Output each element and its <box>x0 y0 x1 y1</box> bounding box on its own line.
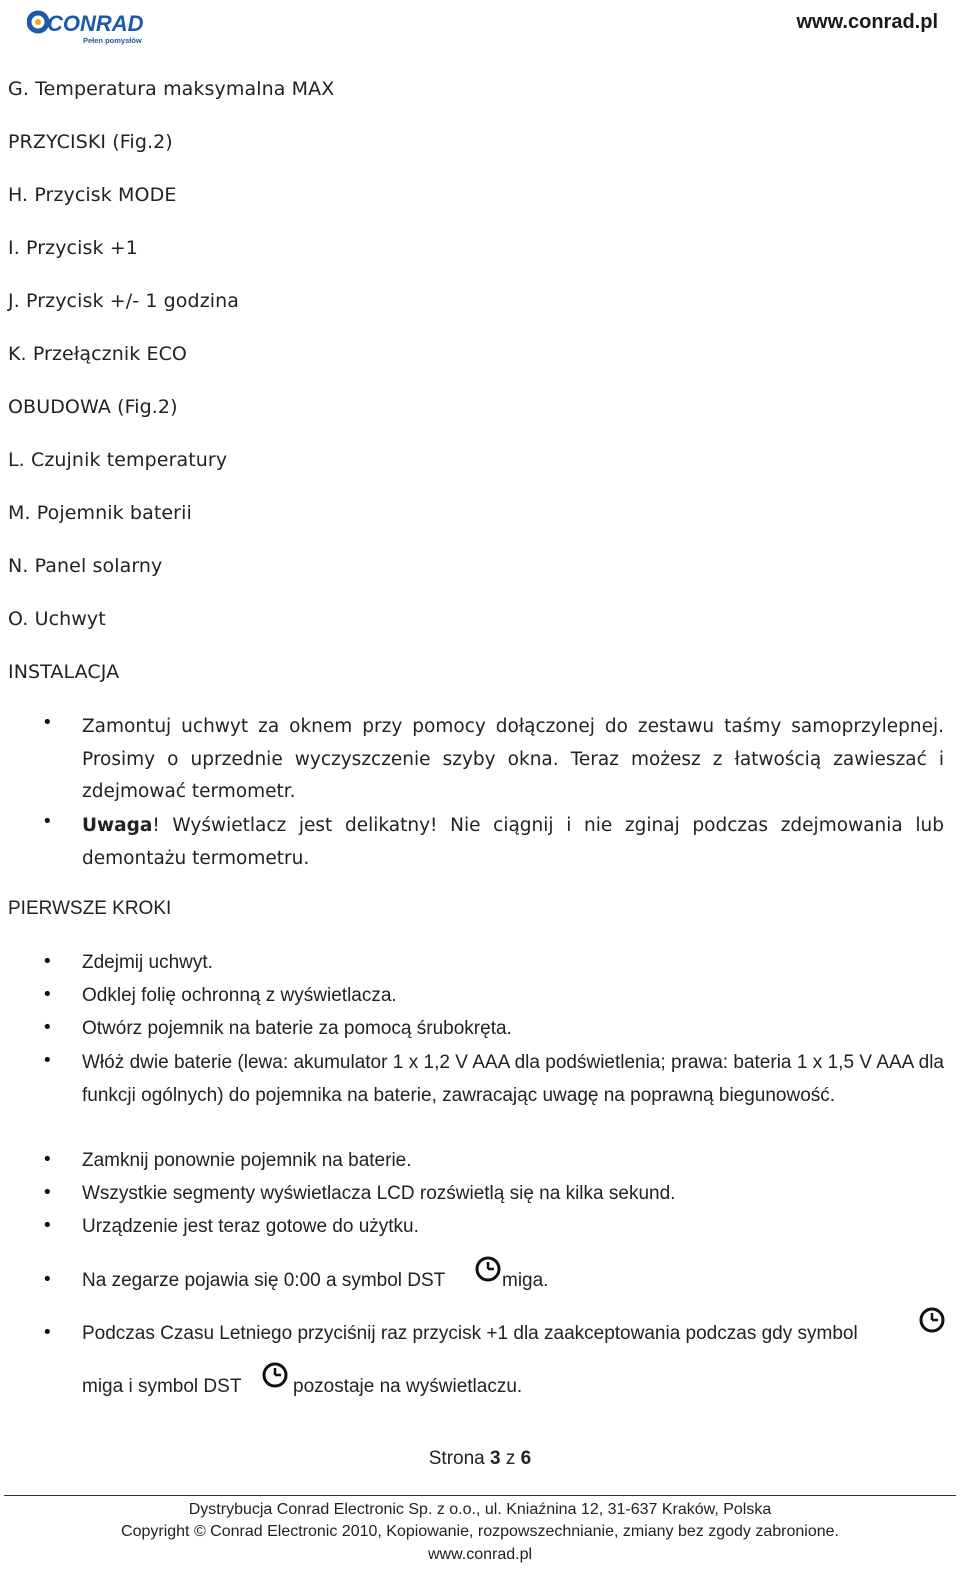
page-separator: z <box>505 1448 516 1469</box>
list-item: K. Przełącznik ECO <box>8 343 187 365</box>
step-item: Wszystkie segmenty wyświetlacza LCD rozświetlą się na kilka sekund. <box>82 1183 676 1204</box>
logo-tagline: Pełen pomysłów <box>83 36 142 45</box>
summer-time-text: Podczas Czasu Letniego przyciśnij raz przycisk +1 dla zaakceptowania podczas gdy symbol <box>82 1323 858 1344</box>
summer-time-text-2: miga i symbol DST <box>82 1376 242 1397</box>
step-item: Odklej folię ochronną z wyświetlacza. <box>82 985 397 1006</box>
bullet-marker: • <box>42 984 53 1005</box>
list-item: G. Temperatura maksymalna MAX <box>8 78 335 100</box>
footer-divider <box>4 1495 956 1496</box>
list-item: H. Przycisk MODE <box>8 184 177 206</box>
step-item: Zdejmij uchwyt. <box>82 952 213 973</box>
list-item: L. Czujnik temperatury <box>8 449 228 471</box>
list-item: O. Uchwyt <box>8 608 106 630</box>
page-number <box>0 1448 960 1470</box>
bullet-marker: • <box>42 1050 53 1071</box>
list-item: M. Pojemnik baterii <box>8 502 192 524</box>
bullet-marker: • <box>42 1322 53 1343</box>
bullet-marker: • <box>42 712 53 733</box>
step-item: Otwórz pojemnik na baterie za pomocą śrubokręta. <box>82 1018 512 1039</box>
list-item: N. Panel solarny <box>8 555 163 577</box>
bullet-marker: • <box>42 1215 53 1236</box>
installation-paragraph: Zamontuj uchwyt za oknem przy pomocy dołączonej do zestawu taśmy samoprzylepnej. Prosimy o uprzednie wyczyszczenie szyby okna. Teraz możesz z łatwością zawieszać i zdejmować termometr. <box>82 716 944 802</box>
bullet-marker: • <box>42 811 53 832</box>
dst-text-end: miga. <box>502 1270 549 1291</box>
footer-url: www.conrad.pl <box>427 1546 533 1563</box>
bullet-marker: • <box>42 1017 53 1038</box>
bullet-marker: • <box>42 1182 53 1203</box>
page-header <box>0 0 960 48</box>
section-heading-installation: INSTALACJA <box>8 661 120 683</box>
header-site-url: www.conrad.pl <box>796 11 938 33</box>
bullet-marker: • <box>42 1269 53 1290</box>
page-label: Strona <box>428 1448 485 1469</box>
bullet-marker: • <box>42 951 53 972</box>
clock-icon <box>919 1307 945 1333</box>
footer-distributor: Dystrybucja Conrad Electronic Sp. z o.o., ul. Kniaźnina 12, 31-637 Kraków, Polska <box>188 1501 772 1518</box>
footer-copyright: Copyright © Conrad Electronic 2010, Kopiowanie, rozpowszechnianie, zmiany bez zgody zabronione. <box>121 1523 839 1540</box>
conrad-logo <box>27 6 147 46</box>
dst-text: Na zegarze pojawia się 0:00 a symbol DST <box>82 1270 446 1291</box>
warning-label: Uwaga <box>82 815 153 836</box>
clock-icon <box>475 1256 501 1282</box>
bullet-marker: • <box>42 1149 53 1170</box>
step-item-batteries: Włóż dwie baterie (lewa: akumulator 1 x 1,2 V AAA dla podświetlenia; prawa: bateria 1 x 1,5 V AAA dla funkcji ogólnych) do pojemnika na baterie, zawracając uwagę na poprawną biegunowość. <box>82 1052 944 1106</box>
list-item: I. Przycisk +1 <box>8 237 138 259</box>
warning-paragraph <box>82 810 944 875</box>
clock-icon <box>262 1362 288 1388</box>
page-total: 6 <box>520 1448 532 1469</box>
step-item: Urządzenie jest teraz gotowe do użytku. <box>82 1216 419 1237</box>
section-heading-first-steps: PIERWSZE KROKI <box>8 898 172 919</box>
list-item: OBUDOWA (Fig.2) <box>8 396 178 418</box>
summer-time-text-2-end: pozostaje na wyświetlaczu. <box>293 1376 523 1397</box>
warning-text: ! Wyświetlacz jest delikatny! Nie ciągnij i nie zginaj podczas zdejmowania lub demontażu termometru. <box>82 815 944 869</box>
list-item: PRZYCISKI (Fig.2) <box>8 131 173 153</box>
list-item: J. Przycisk +/- 1 godzina <box>8 290 240 312</box>
page-current: 3 <box>490 1448 501 1469</box>
logo-wordmark: CONRAD <box>47 11 144 36</box>
step-item: Zamknij ponownie pojemnik na baterie. <box>82 1150 412 1171</box>
